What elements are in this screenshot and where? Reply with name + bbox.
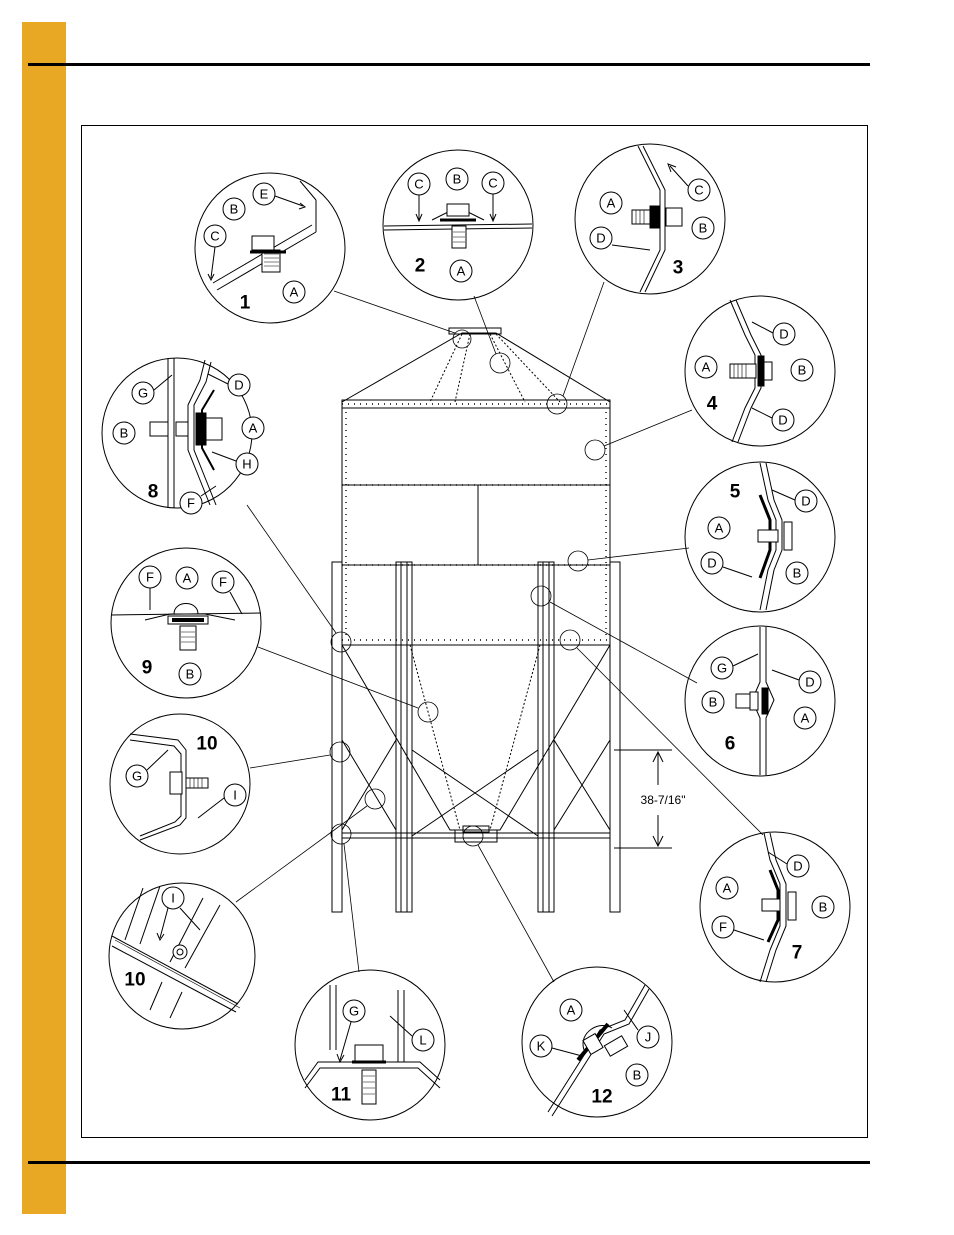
detail-6: [685, 626, 835, 776]
detail-12-label-k: K: [536, 1038, 546, 1054]
bin-structure: [332, 328, 672, 912]
detail-8-number: 8: [147, 481, 159, 503]
detail-9-label-f1: F: [146, 569, 154, 585]
detail-1-number: 1: [239, 292, 251, 314]
detail-11-number: 11: [330, 1084, 352, 1106]
detail-8: [102, 358, 264, 514]
detail-7: [700, 832, 850, 982]
detail-8-label-a: A: [248, 420, 258, 436]
detail-4-label-d1: D: [779, 326, 789, 342]
detail-4-number: 4: [706, 393, 718, 415]
detail-1-label-e: E: [259, 186, 269, 202]
detail-2-label-b: B: [452, 171, 462, 187]
detail-3-label-a: A: [606, 195, 616, 211]
detail-2-label-a: A: [456, 263, 466, 279]
detail-8-label-g: G: [137, 385, 149, 401]
detail-9-label-a: A: [182, 570, 192, 586]
detail-1-label-b: B: [229, 201, 239, 217]
detail-3-label-c: C: [694, 182, 704, 198]
detail-5-number: 5: [729, 481, 741, 503]
detail-6-label-a: A: [800, 710, 810, 726]
detail-10-number: 10: [196, 733, 218, 755]
detail-12-label-b: B: [632, 1067, 642, 1083]
detail-6-label-g: G: [716, 660, 728, 676]
detail-9-number: 9: [141, 657, 153, 679]
detail-5-label-a: A: [714, 520, 724, 536]
detail-11: [295, 970, 445, 1120]
detail-10-label-g: G: [131, 768, 143, 784]
detail-5-label-d2: D: [707, 555, 717, 571]
detail-3: [575, 144, 725, 294]
detail-10b-label-i: I: [171, 890, 175, 906]
detail-4-label-d2: D: [778, 412, 788, 428]
detail-2-label-c2: C: [488, 175, 498, 191]
detail-9-label-b: B: [185, 666, 195, 682]
detail-6-label-b: B: [708, 694, 718, 710]
leader-lines: [236, 282, 763, 982]
detail-2: [383, 150, 533, 300]
detail-5-label-d1: D: [801, 493, 811, 509]
detail-12: [522, 967, 672, 1117]
detail-2-number: 2: [414, 255, 426, 277]
detail-4: [685, 296, 835, 446]
detail-8-label-b: B: [119, 425, 129, 441]
detail-10b-number: 10: [124, 969, 146, 991]
detail-7-number: 7: [791, 942, 803, 964]
detail-12-number: 12: [591, 1086, 613, 1108]
detail-8-label-d: D: [234, 377, 244, 393]
detail-8-label-f: F: [187, 495, 195, 511]
detail-4-label-a: A: [701, 359, 711, 375]
detail-3-label-b: B: [698, 220, 708, 236]
detail-3-label-d: D: [596, 230, 606, 246]
detail-3-number: 3: [672, 257, 684, 279]
detail-5: [685, 462, 835, 612]
detail-7-label-f: F: [719, 919, 727, 935]
detail-7-label-b: B: [818, 899, 828, 915]
detail-2-label-c1: C: [414, 176, 424, 192]
detail-6-number: 6: [724, 733, 736, 755]
detail-7-label-d: D: [793, 858, 803, 874]
detail-9: [111, 548, 261, 698]
detail-8-label-h: H: [242, 456, 252, 472]
detail-4-label-b: B: [797, 362, 807, 378]
detail-1: [195, 173, 345, 323]
detail-11-label-g: G: [348, 1003, 360, 1019]
detail-12-label-j: J: [644, 1029, 652, 1045]
detail-9-label-f2: F: [219, 574, 227, 590]
detail-10-side: [110, 714, 250, 854]
detail-11-label-l: L: [419, 1032, 427, 1048]
detail-10-front: [109, 883, 255, 1029]
leg-height-dimension: 38-7/16": [640, 793, 686, 807]
detail-6-label-d: D: [805, 674, 815, 690]
detail-10-label-i: I: [233, 787, 237, 803]
detail-12-label-a: A: [566, 1002, 576, 1018]
detail-5-label-b: B: [792, 565, 802, 581]
detail-1-label-a: A: [289, 284, 299, 300]
detail-7-label-a: A: [722, 880, 732, 896]
detail-1-label-c: C: [210, 228, 220, 244]
